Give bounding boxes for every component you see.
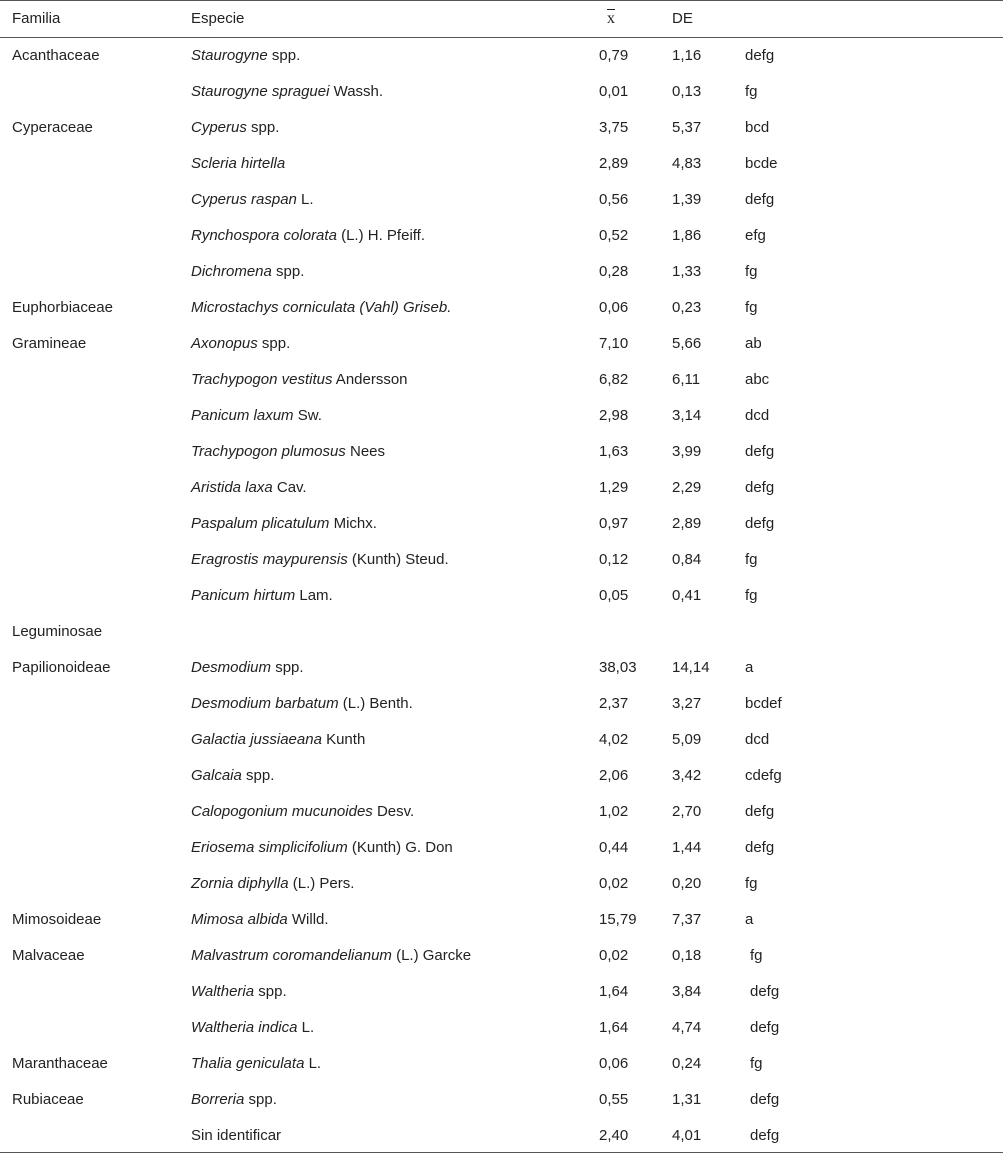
cell-especie — [191, 254, 304, 290]
cell-de: 1,16 — [672, 47, 702, 64]
cell-mean: 1,63 — [599, 443, 629, 460]
cell-mean: 0,52 — [599, 227, 629, 244]
cell-mean: 0,02 — [599, 875, 629, 892]
species-author: spp. — [271, 263, 305, 280]
species-name-italic: Aristida laxa — [191, 479, 273, 496]
table-row — [0, 938, 1003, 974]
cell-grouping: fg — [745, 875, 758, 892]
table-row — [0, 470, 1003, 506]
species-author: (L.) Pers. — [288, 875, 355, 892]
header-de: DE — [672, 10, 693, 27]
species-author: L. — [297, 1019, 315, 1036]
cell-especie — [191, 686, 413, 722]
cell-familia: Gramineae — [12, 335, 87, 352]
species-name-italic: Galcaia — [191, 767, 242, 784]
cell-grouping: fg — [745, 551, 758, 568]
table-row — [0, 1118, 1003, 1154]
cell-mean: 0,28 — [599, 263, 629, 280]
cell-grouping: defg — [745, 479, 775, 496]
cell-grouping: fg — [745, 263, 758, 280]
header-familia: Familia — [12, 10, 61, 27]
species-name-italic: Desmodium barbatum — [191, 695, 339, 712]
species-author: spp. — [267, 47, 301, 64]
cell-grouping: defg — [750, 983, 780, 1000]
cell-de: 3,42 — [672, 767, 702, 784]
species-name-italic: Waltheria — [191, 983, 255, 1000]
cell-grouping: defg — [750, 1019, 780, 1036]
table-bottom-rule — [0, 1152, 1003, 1153]
table-row — [0, 794, 1003, 830]
species-name-italic: Mimosa albida — [191, 911, 288, 928]
cell-de: 0,20 — [672, 875, 702, 892]
species-name-italic: Dichromena — [191, 263, 272, 280]
cell-de: 1,39 — [672, 191, 702, 208]
species-name-italic: Desmodium — [191, 659, 272, 676]
species-author: Desv. — [372, 803, 415, 820]
cell-de: 3,99 — [672, 443, 702, 460]
species-author: Michx. — [329, 515, 377, 532]
cell-especie — [191, 902, 329, 938]
cell-especie — [191, 938, 471, 974]
cell-grouping: bcde — [745, 155, 778, 172]
cell-grouping: cdefg — [745, 767, 782, 784]
table-row — [0, 326, 1003, 362]
cell-mean: 2,89 — [599, 155, 629, 172]
cell-familia: Acanthaceae — [12, 47, 100, 64]
species-author: Cav. — [272, 479, 307, 496]
table-row — [0, 110, 1003, 146]
table-row — [0, 398, 1003, 434]
species-name-italic: Thalia geniculata — [191, 1055, 305, 1072]
cell-familia: Mimosoideae — [12, 911, 102, 928]
table-header — [0, 1, 1003, 37]
table-row — [0, 218, 1003, 254]
cell-de: 4,01 — [672, 1127, 702, 1144]
cell-mean: 0,44 — [599, 839, 629, 856]
species-name-italic: Borreria — [191, 1091, 245, 1108]
cell-especie — [191, 794, 414, 830]
cell-mean: 0,05 — [599, 587, 629, 604]
table-row — [0, 758, 1003, 794]
species-name-italic: Trachypogon plumosus — [191, 443, 346, 460]
cell-de: 1,31 — [672, 1091, 702, 1108]
cell-grouping: dcd — [745, 731, 770, 748]
species-name-italic: Waltheria indica — [191, 1019, 298, 1036]
cell-grouping: ab — [745, 335, 762, 352]
species-author: (L.) Garcke — [391, 947, 472, 964]
cell-de: 6,11 — [672, 371, 701, 388]
cell-de: 0,84 — [672, 551, 702, 568]
species-name-italic: Microstachys corniculata (Vahl) Griseb. — [191, 299, 452, 316]
cell-especie — [191, 434, 385, 470]
cell-especie — [191, 146, 285, 182]
cell-mean: 0,06 — [599, 1055, 629, 1072]
cell-mean: 15,79 — [599, 911, 637, 928]
cell-de: 3,84 — [672, 983, 702, 1000]
species-author: spp. — [271, 659, 304, 676]
mean-symbol: x — [607, 10, 615, 27]
cell-grouping: defg — [745, 47, 775, 64]
cell-familia: Papilionoideae — [12, 659, 111, 676]
cell-mean: 2,06 — [599, 767, 629, 784]
table-row — [0, 866, 1003, 902]
cell-especie — [191, 290, 451, 326]
species-author: (Kunth) Steud. — [347, 551, 449, 568]
cell-de: 0,24 — [672, 1055, 702, 1072]
cell-familia: Cyperaceae — [12, 119, 93, 136]
cell-de: 0,18 — [672, 947, 702, 964]
cell-especie — [191, 38, 300, 74]
header-especie: Especie — [191, 10, 245, 27]
cell-mean: 2,98 — [599, 407, 629, 424]
cell-familia: Rubiaceae — [12, 1091, 84, 1108]
cell-de: 5,66 — [672, 335, 702, 352]
cell-de: 0,23 — [672, 299, 702, 316]
species-author: Nees — [345, 443, 385, 460]
species-name-italic: Calopogonium mucunoides — [191, 803, 373, 820]
table-row — [0, 686, 1003, 722]
cell-especie — [191, 758, 274, 794]
cell-especie — [191, 650, 304, 686]
cell-especie — [191, 110, 279, 146]
header-mean — [607, 1, 615, 37]
cell-mean: 4,02 — [599, 731, 629, 748]
species-name-italic: Staurogyne spraguei — [191, 83, 330, 100]
species-name-italic: Eragrostis maypurensis — [191, 551, 348, 568]
species-author: Wassh. — [329, 83, 384, 100]
species-author: Lam. — [295, 587, 333, 604]
cell-especie — [191, 1118, 281, 1154]
cell-de: 1,44 — [672, 839, 702, 856]
species-author: Kunth — [321, 731, 366, 748]
species-author: spp. — [241, 767, 275, 784]
cell-grouping: defg — [745, 839, 775, 856]
cell-de: 3,14 — [672, 407, 702, 424]
cell-especie — [191, 578, 333, 614]
cell-grouping: defg — [750, 1127, 780, 1144]
cell-mean: 38,03 — [599, 659, 637, 676]
cell-de: 3,27 — [672, 695, 702, 712]
cell-grouping: bcd — [745, 119, 770, 136]
species-name-italic: Zornia diphylla — [191, 875, 289, 892]
table-row — [0, 1010, 1003, 1046]
species-author: spp. — [254, 983, 287, 1000]
species-name-italic: Galactia jussiaeana — [191, 731, 322, 748]
table-row — [0, 290, 1003, 326]
cell-grouping: defg — [745, 515, 775, 532]
species-name-italic: Rynchospora colorata — [191, 227, 337, 244]
cell-mean: 2,37 — [599, 695, 629, 712]
cell-de: 5,09 — [672, 731, 702, 748]
cell-mean: 6,82 — [599, 371, 629, 388]
table-row — [0, 434, 1003, 470]
table-row — [0, 506, 1003, 542]
cell-familia: Leguminosae — [12, 623, 103, 640]
species-name-italic: Panicum hirtum — [191, 587, 296, 604]
table-row — [0, 614, 1003, 650]
species-name-italic: Trachypogon vestitus — [191, 371, 333, 388]
species-name-italic: Malvastrum coromandelianum — [191, 947, 392, 964]
table-row — [0, 650, 1003, 686]
cell-mean: 0,12 — [599, 551, 629, 568]
cell-de: 5,37 — [672, 119, 702, 136]
table-row — [0, 1046, 1003, 1082]
species-author: spp. — [257, 335, 291, 352]
species-author: (Kunth) G. Don — [347, 839, 453, 856]
species-name-italic: Cyperus raspan — [191, 191, 297, 208]
table-row — [0, 902, 1003, 938]
cell-de: 0,13 — [672, 83, 702, 100]
cell-mean: 7,10 — [599, 335, 629, 352]
cell-especie — [191, 1082, 277, 1118]
species-author: Sw. — [293, 407, 322, 424]
table-row — [0, 578, 1003, 614]
table-row — [0, 362, 1003, 398]
cell-mean: 0,55 — [599, 1091, 629, 1108]
cell-grouping: a — [745, 659, 754, 676]
cell-de: 14,14 — [672, 659, 710, 676]
cell-de: 2,70 — [672, 803, 702, 820]
cell-mean: 1,64 — [599, 983, 629, 1000]
cell-grouping: abc — [745, 371, 770, 388]
cell-especie — [191, 470, 307, 506]
cell-mean: 0,79 — [599, 47, 629, 64]
cell-especie — [191, 1046, 321, 1082]
species-author: spp. — [244, 1091, 277, 1108]
cell-mean: 2,40 — [599, 1127, 629, 1144]
cell-grouping: fg — [745, 299, 758, 316]
cell-grouping: a — [745, 911, 754, 928]
table-row — [0, 74, 1003, 110]
cell-especie — [191, 506, 377, 542]
cell-grouping: efg — [745, 227, 766, 244]
table-row — [0, 830, 1003, 866]
species-author: (L.) Benth. — [338, 695, 413, 712]
table-row — [0, 722, 1003, 758]
cell-especie — [191, 1010, 314, 1046]
cell-grouping: dcd — [745, 407, 770, 424]
cell-de: 4,83 — [672, 155, 702, 172]
cell-mean: 0,06 — [599, 299, 629, 316]
cell-especie — [191, 830, 453, 866]
species-name-italic: Staurogyne — [191, 47, 268, 64]
species-author: L. — [296, 191, 314, 208]
cell-de: 2,89 — [672, 515, 702, 532]
cell-grouping: defg — [745, 191, 775, 208]
cell-especie — [191, 74, 383, 110]
species-author: Willd. — [287, 911, 329, 928]
table-row — [0, 974, 1003, 1010]
species-author: spp. — [246, 119, 280, 136]
species-author: Andersson — [332, 371, 408, 388]
cell-familia: Euphorbiaceae — [12, 299, 113, 316]
cell-especie — [191, 722, 365, 758]
cell-mean: 1,29 — [599, 479, 629, 496]
cell-mean: 0,02 — [599, 947, 629, 964]
cell-mean: 0,56 — [599, 191, 629, 208]
cell-de: 2,29 — [672, 479, 702, 496]
table-row — [0, 38, 1003, 74]
cell-especie — [191, 182, 314, 218]
cell-especie — [191, 542, 449, 578]
cell-mean: 1,02 — [599, 803, 629, 820]
table-row — [0, 542, 1003, 578]
cell-de: 4,74 — [672, 1019, 702, 1036]
species-name-italic: Scleria hirtella — [191, 155, 286, 172]
cell-especie — [191, 866, 354, 902]
cell-mean: 1,64 — [599, 1019, 629, 1036]
species-name-italic: Cyperus — [191, 119, 247, 136]
table-row — [0, 1082, 1003, 1118]
cell-grouping: defg — [745, 803, 775, 820]
cell-de: 1,33 — [672, 263, 702, 280]
cell-mean: 3,75 — [599, 119, 629, 136]
cell-especie — [191, 326, 290, 362]
cell-mean: 0,97 — [599, 515, 629, 532]
species-name-italic: Paspalum plicatulum — [191, 515, 330, 532]
cell-especie — [191, 974, 287, 1010]
table-row — [0, 146, 1003, 182]
cell-grouping: fg — [745, 83, 758, 100]
cell-de: 0,41 — [672, 587, 702, 604]
table-row — [0, 182, 1003, 218]
cell-familia: Maranthaceae — [12, 1055, 108, 1072]
cell-grouping: fg — [750, 1055, 763, 1072]
cell-familia: Malvaceae — [12, 947, 85, 964]
cell-de: 1,86 — [672, 227, 702, 244]
species-name-italic: Eriosema simplicifolium — [191, 839, 348, 856]
species-name-italic: Panicum laxum — [191, 407, 294, 424]
table-row — [0, 254, 1003, 290]
species-author: L. — [304, 1055, 322, 1072]
species-author: (L.) H. Pfeiff. — [336, 227, 426, 244]
cell-mean: 0,01 — [599, 83, 629, 100]
species-author: Sin identificar — [191, 1127, 282, 1144]
cell-grouping: fg — [745, 587, 758, 604]
cell-especie — [191, 218, 425, 254]
cell-especie — [191, 398, 322, 434]
species-name-italic: Axonopus — [191, 335, 258, 352]
cell-grouping: bcdef — [745, 695, 782, 712]
cell-especie — [191, 362, 408, 398]
cell-de: 7,37 — [672, 911, 702, 928]
cell-grouping: defg — [745, 443, 775, 460]
cell-grouping: defg — [750, 1091, 780, 1108]
cell-grouping: fg — [750, 947, 763, 964]
